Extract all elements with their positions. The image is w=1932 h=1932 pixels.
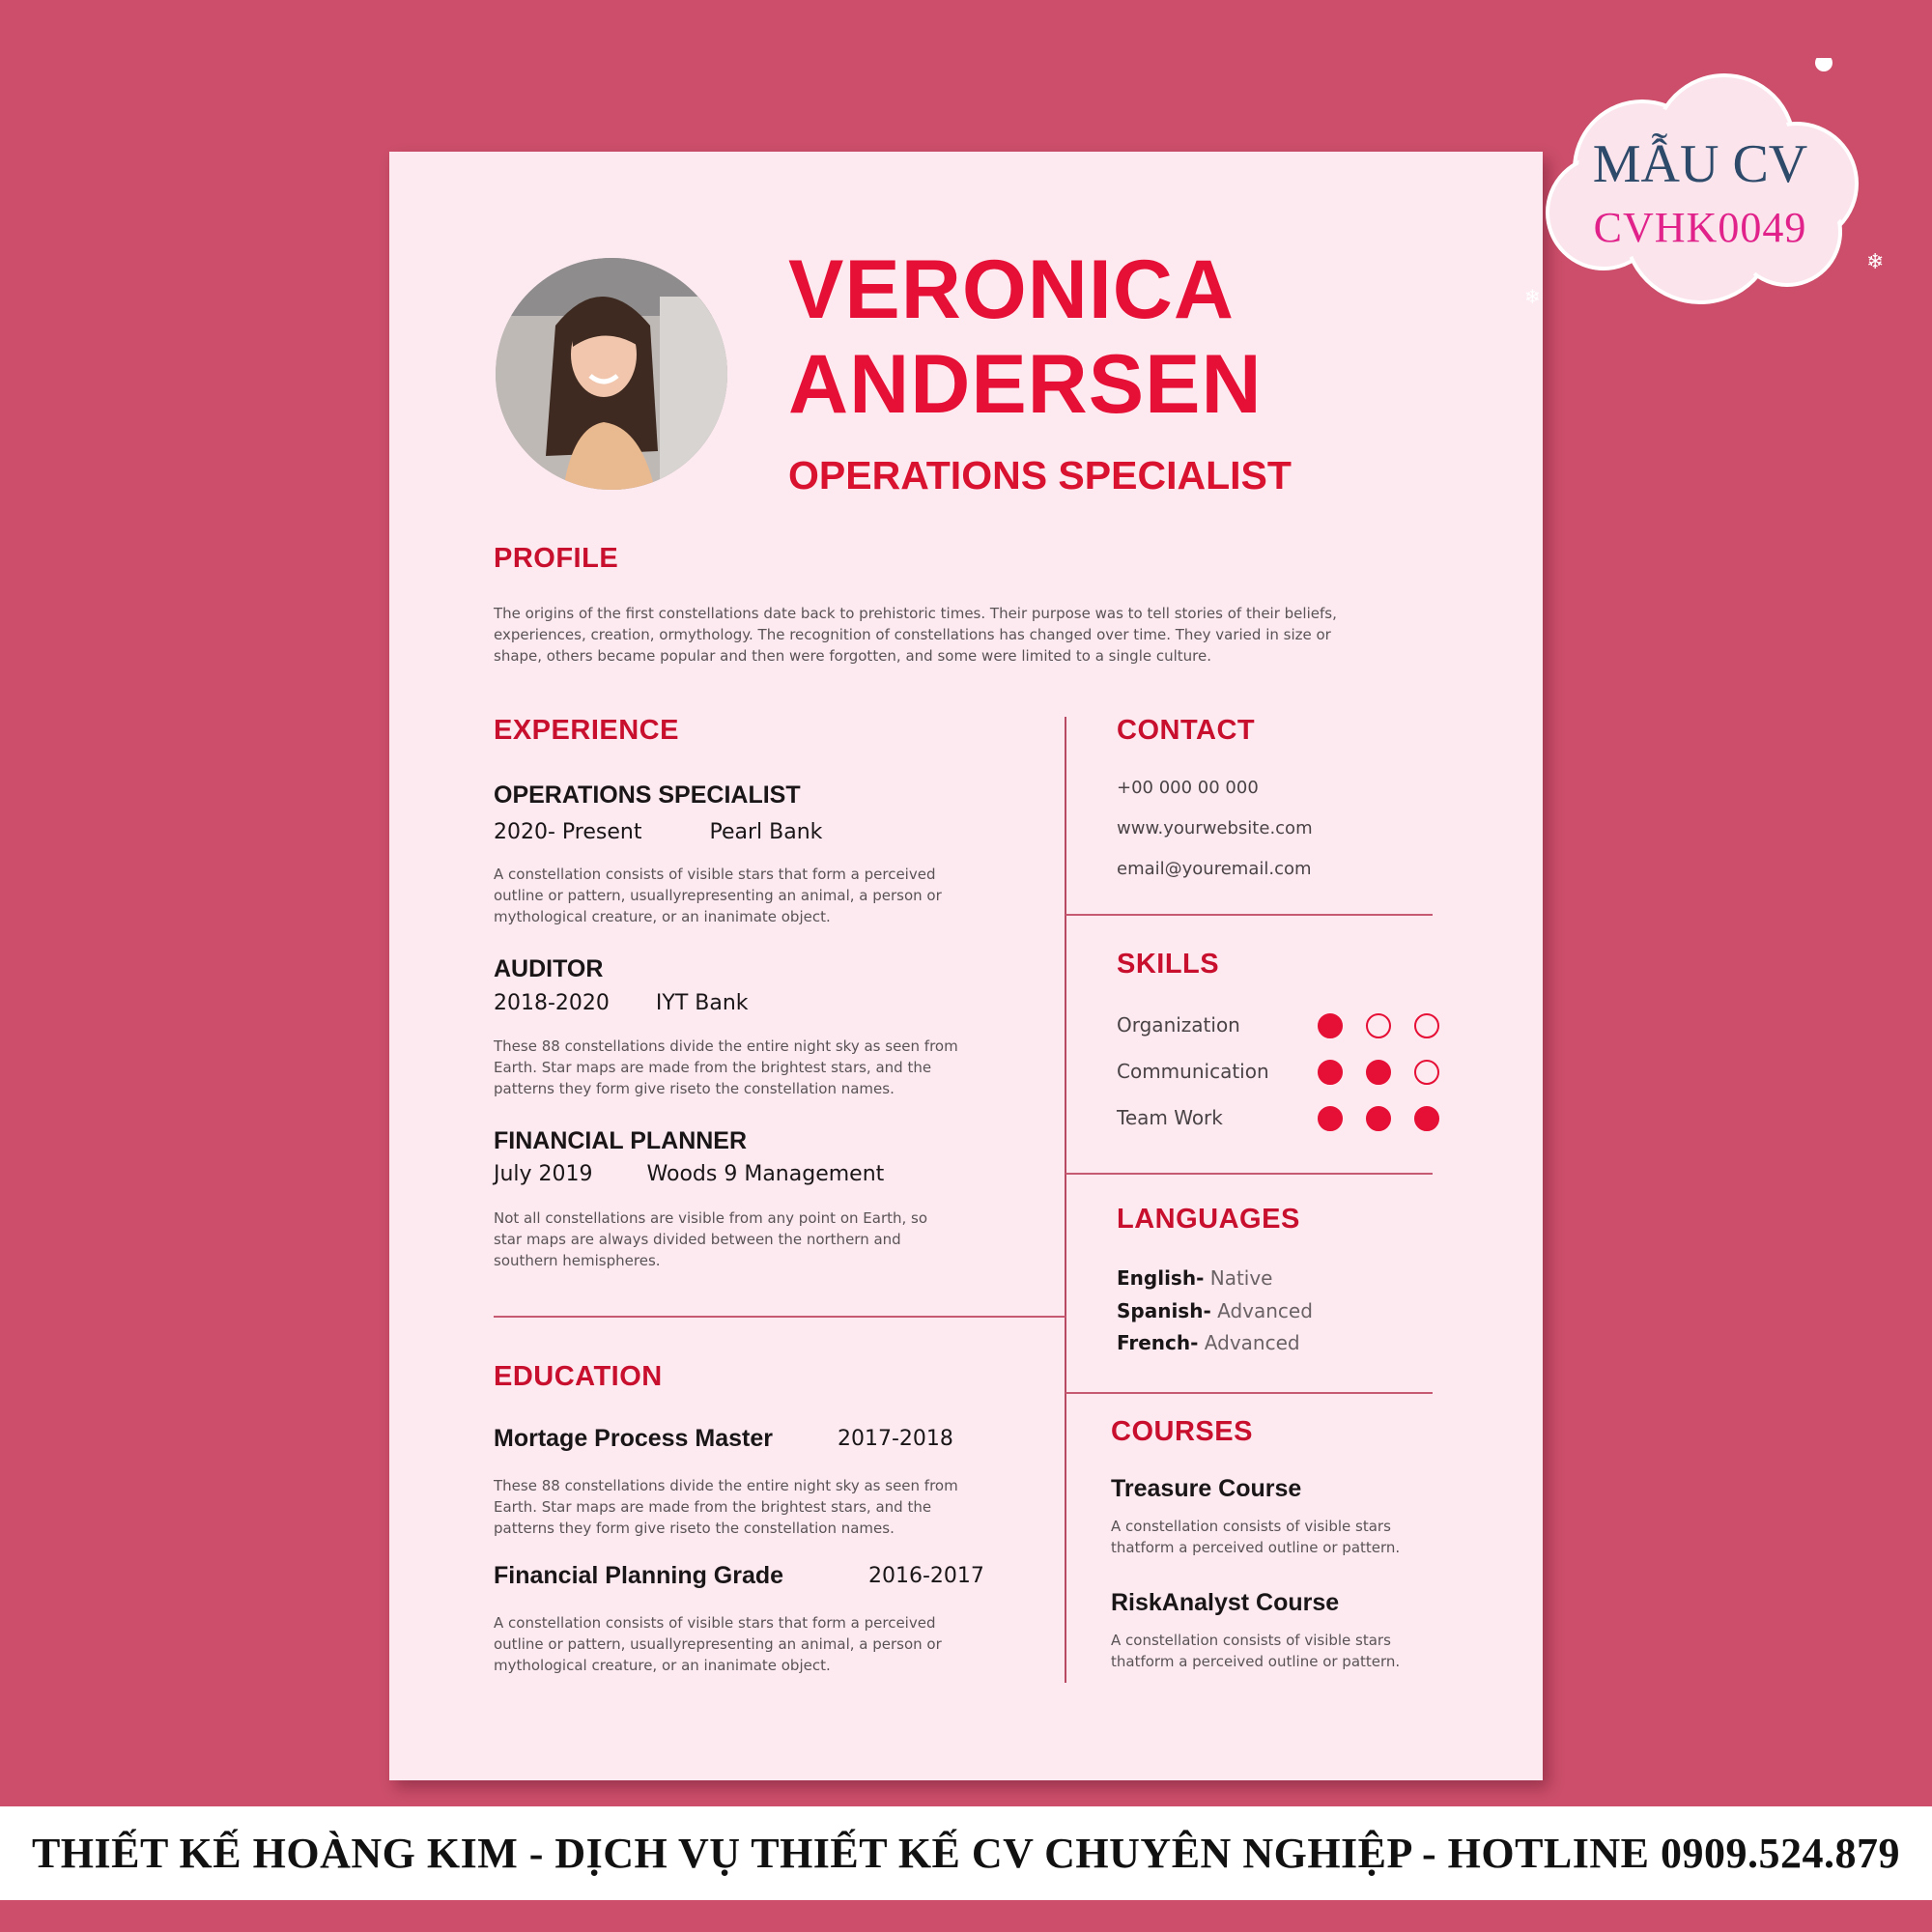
education-name: Financial Planning Grade: [494, 1562, 784, 1589]
job-company: Woods 9 Management: [646, 1162, 885, 1186]
footer-text: THIẾT KẾ HOÀNG KIM - DỊCH VỤ THIẾT KẾ CV CHUYÊN NGHIỆP - HOTLINE 0909.524.879: [31, 1830, 1901, 1877]
education-description-line: Earth. Star maps are made from the brightest stars, and the: [494, 1498, 932, 1516]
job-period: 2018-2020: [494, 991, 610, 1015]
skill-row: [1117, 1011, 1484, 1040]
course-name: RiskAnalyst Course: [1111, 1589, 1340, 1616]
languages-heading: LANGUAGES: [1117, 1204, 1300, 1235]
skill-dot-filled-icon: [1366, 1060, 1391, 1085]
skill-label: Organization: [1117, 1013, 1240, 1037]
job-title-entry: OPERATIONS SPECIALIST: [494, 781, 801, 809]
education-description: [494, 1612, 942, 1676]
education-heading: EDUCATION: [494, 1361, 663, 1392]
job-company: IYT Bank: [655, 991, 749, 1015]
job-description: [494, 1208, 927, 1271]
education-years: 2016-2017: [868, 1564, 984, 1588]
profile-text: [494, 603, 1337, 667]
experience-heading: EXPERIENCE: [494, 715, 679, 746]
contact-divider: [1065, 914, 1433, 916]
contact-email: email@youremail.com: [1117, 859, 1312, 879]
experience-divider: [494, 1316, 1065, 1318]
language-level: Native: [1204, 1266, 1273, 1290]
job-description-line: These 88 constellations divide the entire night sky as seen from: [494, 1037, 958, 1055]
language-name: Spanish-: [1117, 1299, 1211, 1322]
job-description: [494, 1036, 958, 1099]
skill-row: [1117, 1104, 1484, 1133]
profile-line: experiences, creation, ormythology. The recognition of constellations has changed over time. They varied in size or: [494, 626, 1331, 643]
contact-phone: +00 000 00 000: [1117, 778, 1259, 798]
course-description: [1111, 1630, 1400, 1672]
job-title-entry: AUDITOR: [494, 955, 604, 982]
job-description-line: A constellation consists of visible stars that form a perceived: [494, 866, 936, 883]
skill-row: [1117, 1058, 1484, 1087]
badge-title: MẪU CV: [1592, 134, 1808, 194]
job-meta: [494, 991, 749, 1015]
skill-dot-filled-icon: [1318, 1060, 1343, 1085]
course-description-line: A constellation consists of visible stars: [1111, 1518, 1391, 1535]
education-years: 2017-2018: [838, 1427, 953, 1451]
language-name: French-: [1117, 1331, 1199, 1354]
job-title: OPERATIONS SPECIALIST: [788, 453, 1292, 497]
education-description: [494, 1475, 958, 1539]
job-description-line: star maps are always divided between the northern and: [494, 1231, 901, 1248]
language-level: Advanced: [1198, 1331, 1300, 1354]
profile-heading: PROFILE: [494, 543, 619, 574]
education-description-line: A constellation consists of visible stars that form a perceived: [494, 1614, 936, 1632]
first-name: VERONICA: [788, 243, 1235, 336]
skill-label: Team Work: [1117, 1106, 1223, 1129]
skill-dot-empty-icon: [1414, 1060, 1439, 1085]
job-company: Pearl Bank: [709, 820, 823, 844]
job-period: 2020- Present: [494, 820, 642, 844]
job-description-line: patterns they form give riseto the constellation names.: [494, 1080, 895, 1097]
languages-divider: [1065, 1392, 1433, 1394]
language-name: English-: [1117, 1266, 1205, 1290]
skill-dot-filled-icon: [1366, 1106, 1391, 1131]
contact-website: www.yourwebsite.com: [1117, 818, 1313, 838]
job-description-line: Earth. Star maps are made from the brightest stars, and the: [494, 1059, 932, 1076]
job-description-line: outline or pattern, usuallyrepresenting an animal, a person or: [494, 887, 942, 904]
snowflake-icon: ❄: [1524, 285, 1541, 308]
profile-photo: [496, 258, 727, 490]
job-description-line: mythological creature, or an inanimate object.: [494, 908, 831, 925]
language-item: [1117, 1331, 1300, 1354]
course-description: [1111, 1516, 1400, 1558]
profile-line: The origins of the first constellations date back to prehistoric times. Their purpose was to tell stories of their beliefs,: [494, 605, 1337, 622]
education-description-line: These 88 constellations divide the entire night sky as seen from: [494, 1477, 958, 1494]
profile-line: shape, others became popular and then were forgotten, and some were limited to a single culture.: [494, 647, 1212, 665]
course-description-line: thatform a perceived outline or pattern.: [1111, 1653, 1401, 1670]
skill-label: Communication: [1117, 1060, 1269, 1083]
language-level: Advanced: [1210, 1299, 1313, 1322]
skill-dot-filled-icon: [1318, 1013, 1343, 1038]
language-item: [1117, 1299, 1313, 1322]
footer-banner: [0, 1806, 1932, 1900]
contact-heading: CONTACT: [1117, 715, 1256, 746]
woman-portrait-image: [496, 258, 727, 490]
skill-dot-filled-icon: [1414, 1106, 1439, 1131]
course-description-line: A constellation consists of visible stars: [1111, 1632, 1391, 1649]
job-description-line: southern hemispheres.: [494, 1252, 661, 1269]
badge-code: CVHK0049: [1593, 204, 1807, 251]
sparkle-icon: [1815, 58, 1833, 71]
language-item: [1117, 1266, 1273, 1290]
course-description-line: thatform a perceived outline or pattern.: [1111, 1539, 1401, 1556]
job-description: [494, 864, 942, 927]
skill-dot-filled-icon: [1318, 1106, 1343, 1131]
job-meta: [494, 820, 822, 844]
resume-sheet: [389, 152, 1543, 1780]
skills-heading: SKILLS: [1117, 949, 1220, 980]
education-name: Mortage Process Master: [494, 1425, 774, 1452]
skill-dot-empty-icon: [1366, 1013, 1391, 1038]
column-divider: [1065, 717, 1066, 1683]
skills-divider: [1065, 1173, 1433, 1175]
education-description-line: outline or pattern, usuallyrepresenting an animal, a person or: [494, 1635, 942, 1653]
job-period: July 2019: [494, 1162, 593, 1186]
course-name: Treasure Course: [1111, 1475, 1302, 1502]
education-description-line: mythological creature, or an inanimate object.: [494, 1657, 831, 1674]
education-description-line: patterns they form give riseto the constellation names.: [494, 1520, 895, 1537]
courses-heading: COURSES: [1111, 1416, 1253, 1447]
job-title-entry: FINANCIAL PLANNER: [494, 1127, 748, 1154]
job-description-line: Not all constellations are visible from any point on Earth, so: [494, 1209, 928, 1227]
snowflake-icon: ❄: [1866, 250, 1885, 274]
skill-dot-empty-icon: [1414, 1013, 1439, 1038]
last-name: ANDERSEN: [788, 338, 1263, 431]
job-meta: [494, 1162, 884, 1186]
